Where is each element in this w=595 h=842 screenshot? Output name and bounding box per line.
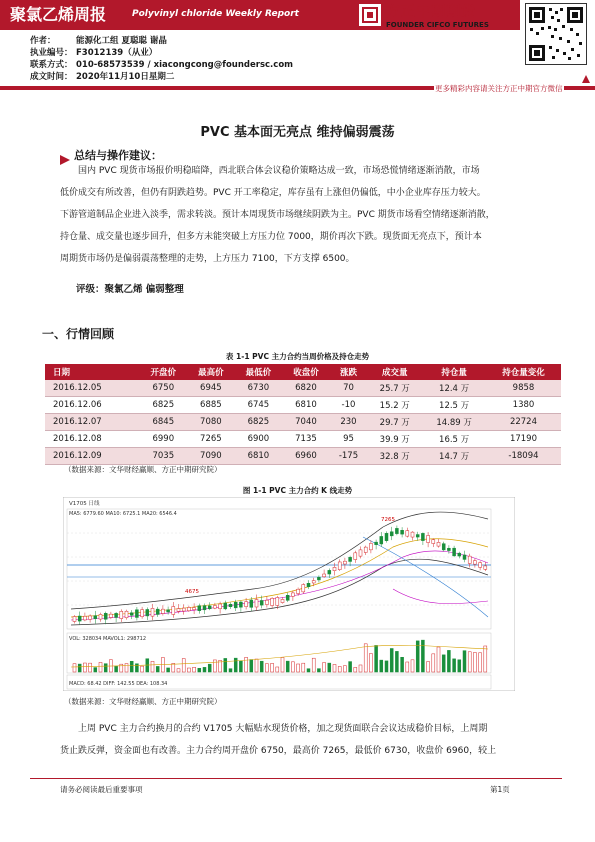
candle bbox=[130, 613, 133, 616]
candle bbox=[193, 608, 196, 610]
cell: 9858 bbox=[486, 380, 561, 397]
cell: -18094 bbox=[486, 448, 561, 465]
candle bbox=[198, 606, 201, 611]
candle bbox=[317, 577, 320, 580]
volume-bar bbox=[224, 658, 227, 672]
candle bbox=[141, 610, 144, 617]
candle bbox=[208, 606, 211, 609]
volume-bar bbox=[141, 666, 144, 672]
cell: 16.5 万 bbox=[422, 431, 486, 448]
body-line: 上周 PVC 主力合约换月的合约 V1705 大幅贴水现货价格，加之现货面联合会议达成稳价目标，上周期 bbox=[78, 724, 488, 734]
candle bbox=[281, 599, 284, 602]
meta-date: 成文时间： 2020年11月10日星期二 bbox=[30, 72, 175, 82]
volume-bar bbox=[104, 664, 107, 672]
volume-bar bbox=[177, 669, 180, 672]
candle bbox=[177, 609, 180, 612]
volume-bar bbox=[125, 664, 128, 672]
cell: 6945 bbox=[187, 380, 235, 397]
candle bbox=[78, 616, 81, 621]
volume-bar bbox=[421, 640, 424, 672]
volume-bar bbox=[271, 663, 274, 672]
candle bbox=[421, 533, 424, 540]
volume-bar bbox=[130, 661, 133, 672]
footer-disclaimer[interactable]: 请务必阅读最后重要事项 bbox=[60, 785, 143, 794]
cell: 7080 bbox=[187, 414, 235, 431]
volume-bar bbox=[146, 659, 149, 672]
col-oi-change: 持仓量变化 bbox=[486, 364, 561, 380]
candle bbox=[432, 540, 435, 544]
cell: 14.7 万 bbox=[422, 448, 486, 465]
candle bbox=[234, 602, 237, 608]
candle bbox=[385, 533, 388, 540]
body-line: 货止跌反弹，资金面也有改善。主力合约周开盘价 6750，最高价 7265，最低价 6730，收盘价 6960，较上 bbox=[60, 746, 497, 756]
candle bbox=[323, 574, 326, 577]
cell: 7035 bbox=[140, 448, 188, 465]
cell: 1380 bbox=[486, 397, 561, 414]
candle bbox=[395, 528, 398, 533]
volume-bar bbox=[333, 664, 336, 672]
kline-chart bbox=[63, 497, 515, 691]
cell: 25.7 万 bbox=[367, 380, 422, 397]
volume-bar bbox=[349, 662, 352, 672]
candle bbox=[484, 566, 487, 569]
logo-mark-icon bbox=[358, 3, 382, 27]
volume-bar bbox=[172, 663, 175, 672]
candle bbox=[135, 610, 138, 618]
volume-bar bbox=[135, 664, 138, 672]
cell: -175 bbox=[330, 448, 368, 465]
candle bbox=[265, 600, 268, 604]
col-open: 开盘价 bbox=[140, 364, 188, 380]
candle bbox=[338, 562, 341, 570]
footer-divider bbox=[30, 778, 562, 779]
report-title: 聚氯乙烯周报 bbox=[10, 5, 107, 24]
volume-bar bbox=[182, 659, 185, 672]
cell: 7040 bbox=[282, 414, 330, 431]
candle bbox=[437, 542, 440, 546]
volume-bar bbox=[265, 664, 268, 672]
cell: 29.7 万 bbox=[367, 414, 422, 431]
cell: 6820 bbox=[282, 380, 330, 397]
volume-bar bbox=[99, 662, 102, 672]
volume-bar bbox=[432, 654, 435, 672]
volume-bar bbox=[281, 657, 284, 672]
volume-bar bbox=[453, 659, 456, 672]
meta-license: 执业编号： F3012139（从业） bbox=[30, 48, 158, 58]
col-high: 最高价 bbox=[187, 364, 235, 380]
volume-bar bbox=[250, 660, 253, 672]
candle bbox=[479, 563, 482, 568]
volume-bar bbox=[208, 664, 211, 672]
cell: 6990 bbox=[140, 431, 188, 448]
candle bbox=[239, 602, 242, 607]
table-row bbox=[45, 414, 561, 431]
qr-code-icon bbox=[525, 3, 587, 65]
bullet-icon bbox=[60, 150, 70, 160]
volume-bar bbox=[260, 661, 263, 672]
candle bbox=[354, 553, 357, 560]
candle bbox=[104, 613, 107, 619]
figure-source: （数据来源：文华财经赢顺、方正中期研究院） bbox=[64, 697, 222, 706]
volume-bar bbox=[187, 668, 190, 672]
volume-bar bbox=[276, 667, 279, 672]
volume-bar bbox=[83, 663, 86, 672]
candle bbox=[182, 608, 185, 611]
cell: 6825 bbox=[140, 397, 188, 414]
col-volume: 成交量 bbox=[367, 364, 422, 380]
rating-text: 评级：聚氯乙烯 偏弱整理 bbox=[76, 284, 184, 295]
volume-bar bbox=[213, 660, 216, 672]
cell: 7090 bbox=[187, 448, 235, 465]
cell: 6745 bbox=[235, 397, 283, 414]
cell: -10 bbox=[330, 397, 368, 414]
volume-bar bbox=[291, 662, 294, 672]
meta-contact: 联系方式： 010-68573539 / xiacongcong@foundersc.com bbox=[30, 60, 294, 70]
cell: 14.89 万 bbox=[422, 414, 486, 431]
volume-bar bbox=[73, 664, 76, 672]
candle bbox=[94, 616, 97, 619]
candle bbox=[224, 603, 227, 609]
volume-bar bbox=[343, 666, 346, 672]
cell: 230 bbox=[330, 414, 368, 431]
candle bbox=[187, 607, 190, 610]
table-header-row bbox=[45, 364, 561, 380]
col-oi: 持仓量 bbox=[422, 364, 486, 380]
candle bbox=[453, 548, 456, 556]
cell: 12.5 万 bbox=[422, 397, 486, 414]
candle bbox=[172, 606, 175, 614]
volume-bar bbox=[156, 666, 159, 672]
table-source: （数据来源：文华财经赢顺、方正中期研究院） bbox=[64, 465, 222, 474]
chart-macd-label: MACD: 68.42 DIFF: 142.55 DEA: 108.34 bbox=[69, 681, 168, 687]
section-title: 一、行情回顾 bbox=[42, 327, 115, 341]
cell: 6825 bbox=[235, 414, 283, 431]
candle bbox=[291, 593, 294, 596]
summary-line: 持仓量、成交量也逐步回升，但多方未能突破上方压力位 7000，期价再次下跌。现货面无亮点下，预计本 bbox=[60, 232, 482, 242]
volume-bar bbox=[479, 653, 482, 672]
candle bbox=[146, 609, 149, 615]
summary-heading: 总结与操作建议： bbox=[74, 149, 162, 162]
chart-vol-label: VOL: 328034 MAVOL1: 298712 bbox=[69, 636, 147, 642]
company-logo bbox=[358, 3, 508, 39]
candle bbox=[380, 536, 383, 544]
volume-bar bbox=[458, 660, 461, 672]
volume-bar bbox=[380, 660, 383, 672]
chart-low-label: 4675 bbox=[185, 589, 199, 595]
volume-bar bbox=[437, 647, 440, 672]
volume-bar bbox=[401, 657, 404, 672]
candle bbox=[276, 597, 279, 605]
cell: 12.4 万 bbox=[422, 380, 486, 397]
chart-high-label: 7265 bbox=[381, 517, 395, 523]
table-row bbox=[45, 448, 561, 465]
volume-bar bbox=[297, 664, 300, 672]
logo-english: FOUNDER CIFCO FUTURES bbox=[386, 21, 489, 29]
candle bbox=[369, 543, 372, 549]
volume-bar bbox=[442, 655, 445, 672]
volume-bar bbox=[463, 651, 466, 672]
candle bbox=[229, 604, 232, 606]
col-date: 日期 bbox=[45, 364, 140, 380]
volume-bar bbox=[369, 654, 372, 672]
cell: 2016.12.06 bbox=[45, 397, 140, 414]
cell: 32.8 万 bbox=[367, 448, 422, 465]
volume-bar bbox=[406, 662, 409, 672]
cell: 6810 bbox=[282, 397, 330, 414]
volume-bar bbox=[115, 666, 118, 672]
volume-bar bbox=[375, 645, 378, 672]
logo-chinese: 方正中期期货 bbox=[386, 4, 476, 20]
candle bbox=[416, 535, 419, 538]
candle bbox=[286, 595, 289, 600]
volume-bar bbox=[234, 658, 237, 672]
cell: 7135 bbox=[282, 431, 330, 448]
candle bbox=[375, 542, 378, 545]
candle bbox=[83, 616, 86, 620]
volume-bar bbox=[229, 669, 232, 672]
volume-bar bbox=[385, 661, 388, 672]
cell: 15.2 万 bbox=[367, 397, 422, 414]
volume-bar bbox=[167, 668, 170, 672]
candle bbox=[307, 583, 310, 587]
candle bbox=[120, 611, 123, 618]
candle bbox=[328, 570, 331, 574]
volume-bar bbox=[364, 644, 367, 672]
candle bbox=[468, 556, 471, 563]
cell: 6730 bbox=[235, 380, 283, 397]
figure-caption: 图 1-1 PVC 主力合约 K 线走势 bbox=[242, 486, 353, 495]
candle bbox=[390, 532, 393, 536]
cell: 39.9 万 bbox=[367, 431, 422, 448]
candle bbox=[401, 530, 404, 534]
volume-bar bbox=[323, 663, 326, 672]
volume-bar bbox=[468, 652, 471, 672]
candle bbox=[151, 608, 154, 616]
candle bbox=[312, 581, 315, 583]
volume-bar bbox=[89, 663, 92, 672]
cell: 2016.12.08 bbox=[45, 431, 140, 448]
volume-bar bbox=[354, 667, 357, 672]
cell: 6885 bbox=[187, 397, 235, 414]
candle bbox=[109, 614, 112, 617]
candle bbox=[73, 617, 76, 622]
cell: 6750 bbox=[140, 380, 188, 397]
volume-bar bbox=[94, 668, 97, 672]
candle bbox=[219, 604, 222, 609]
col-low: 最低价 bbox=[235, 364, 283, 380]
candle bbox=[89, 616, 92, 619]
volume-bar bbox=[473, 653, 476, 672]
cell: 6900 bbox=[235, 431, 283, 448]
volume-bar bbox=[198, 668, 201, 672]
page-headline: PVC 基本面无亮点 维持偏弱震荡 bbox=[200, 125, 395, 140]
volume-bar bbox=[239, 661, 242, 672]
cell: 17190 bbox=[486, 431, 561, 448]
candle bbox=[406, 531, 409, 537]
volume-bar bbox=[317, 669, 320, 672]
volume-bar bbox=[411, 660, 414, 672]
candle bbox=[203, 606, 206, 610]
cell: 6960 bbox=[282, 448, 330, 465]
volume-bar bbox=[395, 651, 398, 672]
wechat-notice[interactable]: 更多精彩内容请关注方正中期官方微信 bbox=[435, 84, 563, 93]
volume-bar bbox=[193, 667, 196, 672]
col-change: 涨跌 bbox=[330, 364, 368, 380]
volume-bar bbox=[312, 658, 315, 672]
price-table bbox=[45, 364, 561, 465]
candle bbox=[473, 561, 476, 565]
cell: 7265 bbox=[187, 431, 235, 448]
volume-bar bbox=[245, 657, 248, 672]
volume-bar bbox=[255, 659, 258, 672]
cell: 95 bbox=[330, 431, 368, 448]
volume-bar bbox=[286, 661, 289, 672]
candle bbox=[161, 609, 164, 613]
candle bbox=[271, 598, 274, 605]
candle bbox=[99, 614, 102, 619]
summary-line: 低价成交有所改善，但仍有阴跌趋势。PVC 开工率稳定，库存虽有上涨但仍偏低，中小企业库存压力较大。 bbox=[60, 188, 486, 198]
volume-bar bbox=[120, 664, 123, 672]
candle bbox=[260, 600, 263, 605]
volume-bar bbox=[151, 661, 154, 672]
summary-line: 国内 PVC 现货市场报价明稳暗降，西北联合体会议稳价策略达成一致，市场恐慌情绪逐渐消散，市场 bbox=[78, 166, 480, 176]
candle bbox=[447, 548, 450, 550]
candle bbox=[349, 557, 352, 561]
col-close: 收盘价 bbox=[282, 364, 330, 380]
arrow-up-icon bbox=[582, 75, 590, 83]
candle bbox=[245, 602, 248, 607]
volume-bar bbox=[78, 664, 81, 672]
report-subtitle: Polyvinyl chloride Weekly Report bbox=[132, 9, 299, 19]
candle bbox=[115, 613, 118, 617]
volume-bar bbox=[447, 650, 450, 672]
chart-title-label: V1705 日线 bbox=[69, 501, 100, 507]
volume-bar bbox=[328, 663, 331, 672]
candle bbox=[427, 535, 430, 542]
table-row bbox=[45, 397, 561, 414]
table-caption: 表 1-1 PVC 主力合约当周价格及持仓走势 bbox=[225, 352, 370, 361]
candle bbox=[343, 561, 346, 564]
meta-author: 作者： 能源化工组 夏聪聪 谢晶 bbox=[30, 36, 167, 46]
volume-bar bbox=[203, 667, 206, 672]
cell: 2016.12.05 bbox=[45, 380, 140, 397]
candle bbox=[255, 600, 258, 607]
candle bbox=[125, 611, 128, 618]
cell: 2016.12.07 bbox=[45, 414, 140, 431]
page-number: 第1页 bbox=[490, 785, 510, 794]
cell: 22724 bbox=[486, 414, 561, 431]
volume-bar bbox=[427, 662, 430, 672]
candle bbox=[364, 547, 367, 552]
chart-ma-label: MA5: 6779.60 MA10: 6725.1 MA20: 6546.4 bbox=[69, 511, 177, 517]
candle bbox=[302, 585, 305, 592]
volume-bar bbox=[338, 666, 341, 672]
volume-bar bbox=[302, 663, 305, 672]
candle bbox=[458, 553, 461, 556]
candle bbox=[213, 606, 216, 609]
candle bbox=[442, 544, 445, 550]
candle bbox=[297, 589, 300, 593]
candle bbox=[359, 550, 362, 556]
summary-line: 周期货市场仍是偏弱震荡整理的走势，上方压力 7100，下方支撑 6500。 bbox=[60, 254, 355, 264]
cell: 6845 bbox=[140, 414, 188, 431]
cell: 2016.12.09 bbox=[45, 448, 140, 465]
table-row bbox=[45, 380, 561, 397]
volume-bar bbox=[484, 646, 487, 672]
candle bbox=[333, 567, 336, 570]
candle bbox=[411, 532, 414, 537]
table-row bbox=[45, 431, 561, 448]
candle bbox=[167, 610, 170, 612]
candle bbox=[156, 609, 159, 614]
candle bbox=[250, 600, 253, 607]
volume-bar bbox=[307, 669, 310, 672]
summary-line: 下游管道制品企业进入淡季，需求转淡。预计本周现货市场继续阴跌为主。PVC 期货市场看空情绪逐渐消散， bbox=[60, 210, 495, 220]
cell: 6810 bbox=[235, 448, 283, 465]
volume-bar bbox=[390, 648, 393, 672]
volume-bar bbox=[359, 665, 362, 672]
candle bbox=[463, 555, 466, 559]
cell: 70 bbox=[330, 380, 368, 397]
